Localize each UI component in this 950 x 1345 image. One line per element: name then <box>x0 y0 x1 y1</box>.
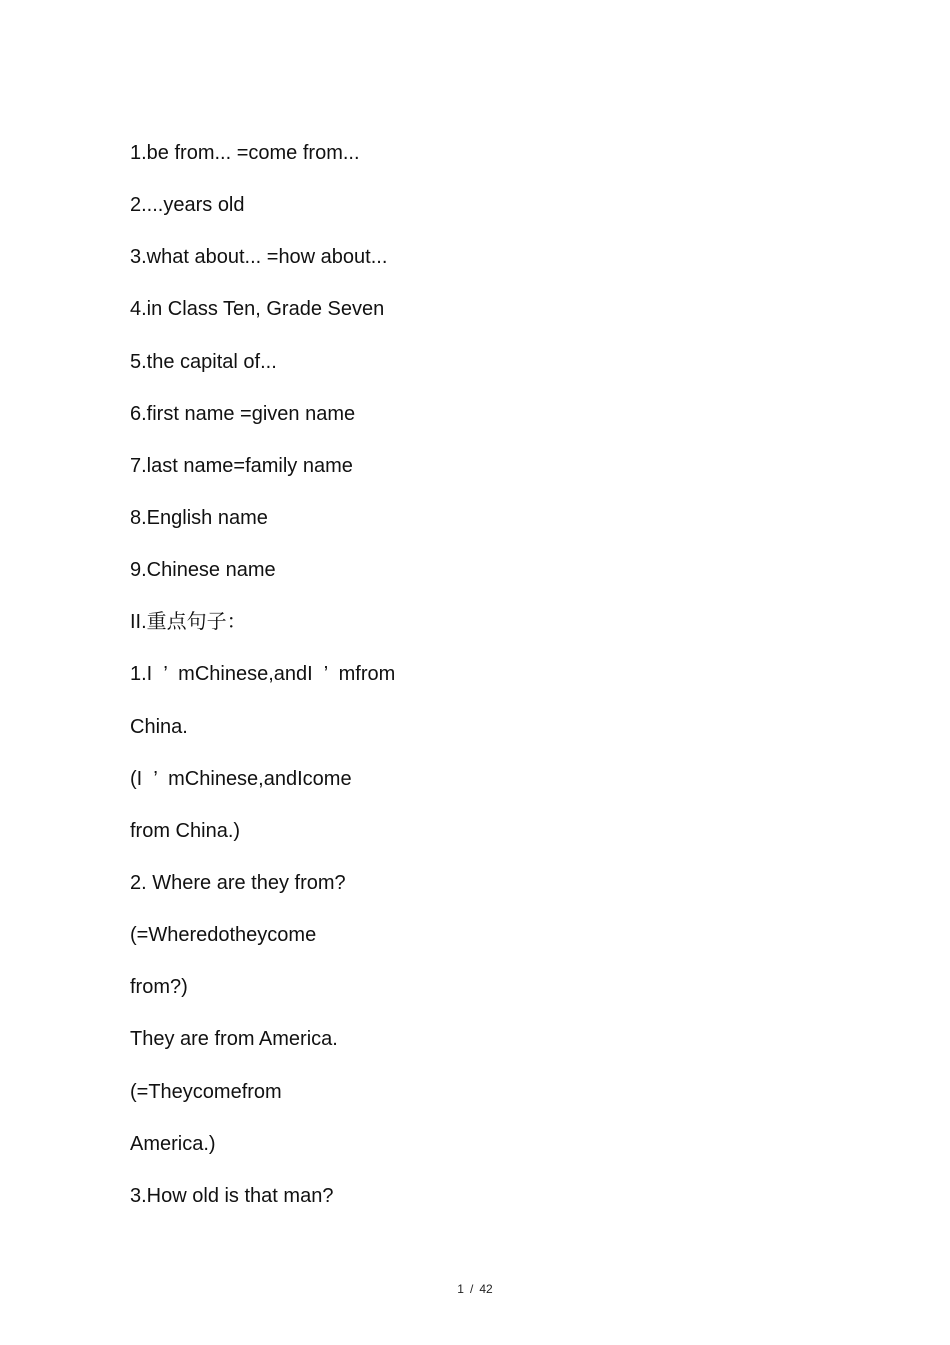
text-line: 3.How old is that man? <box>130 1184 334 1207</box>
text-line: 8.English name <box>130 506 268 529</box>
text-line: 3.what about... =how about... <box>130 246 388 269</box>
text-line: (=Wheredotheycome <box>130 924 317 947</box>
text-line: 2. Where are they from? <box>130 871 346 894</box>
text-line: China. <box>130 715 188 738</box>
text-line: 6.first name =given name <box>130 402 356 425</box>
text-line: (=Theycomefrom <box>130 1080 282 1103</box>
page-number <box>0 1282 950 1296</box>
text-line: (I ’ mChinese,andIcome <box>130 767 352 790</box>
text-line: 1.I ’ mChinese,andI ’ mfrom <box>130 663 396 686</box>
section-heading: II.重点句子： <box>130 611 247 634</box>
text-line: 5.the capital of... <box>130 350 277 373</box>
text-line: 2....years old <box>130 194 245 217</box>
text-line: 4.in Class Ten, Grade Seven <box>130 298 385 321</box>
text-line: 7.last name=family name <box>130 454 353 477</box>
page-separator: / <box>469 1282 474 1296</box>
text-line: 1.be from... =come from... <box>130 142 360 164</box>
text-line: from China.) <box>130 819 241 842</box>
current-page-number: 1 <box>457 1282 464 1296</box>
text-line: 9.Chinese name <box>130 559 276 582</box>
text-line: They are from America. <box>130 1028 338 1051</box>
text-line: from?) <box>130 976 188 999</box>
page-content <box>130 140 830 1235</box>
text-line: America.) <box>130 1132 216 1155</box>
total-pages: 42 <box>479 1282 493 1296</box>
